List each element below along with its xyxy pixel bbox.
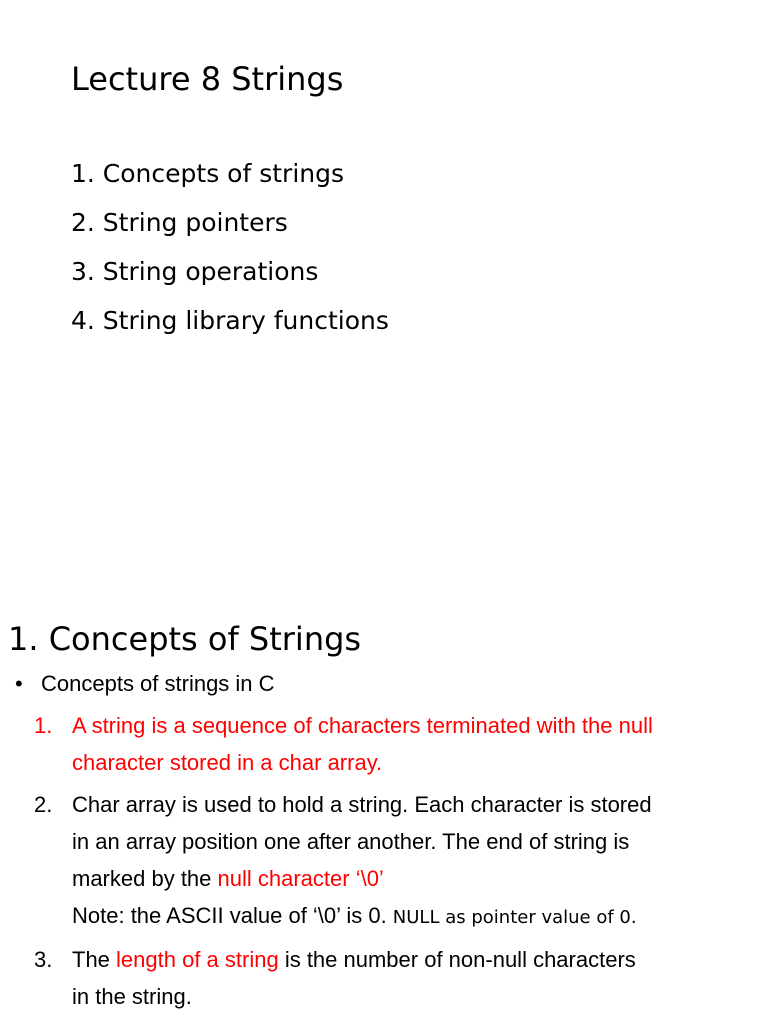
item-text: is the number of non-null characters	[278, 947, 636, 972]
item-line	[72, 860, 758, 897]
lecture-title: Lecture 8 Strings	[71, 60, 344, 98]
item-number: 1.	[34, 713, 53, 738]
item-line: A string is a sequence of characters terminated with the null	[72, 713, 653, 738]
item-line: character stored in a char array.	[72, 750, 383, 775]
section-title: 1. Concepts of Strings	[8, 620, 362, 658]
item-line: in the string.	[72, 984, 192, 1009]
bullet-concepts	[15, 670, 275, 698]
concept-item-length	[34, 941, 758, 1015]
item-number: 3.	[34, 947, 53, 972]
bullet-text: Concepts of strings in C	[41, 671, 275, 696]
item-text: marked by the	[72, 866, 218, 891]
outline-list	[71, 154, 389, 350]
item-line: Char array is used to hold a string. Each character is stored	[72, 792, 652, 817]
item-text: The	[72, 947, 117, 972]
bullet-dot: •	[15, 671, 23, 696]
length-highlight: length of a string	[116, 947, 279, 972]
slide-concepts	[0, 510, 768, 1024]
null-pointer-note: NULL as pointer value of 0.	[392, 907, 637, 928]
concepts-list	[34, 707, 758, 1020]
concept-item-definition	[34, 707, 758, 781]
ascii-note-text: Note: the ASCII value of ‘\0’ is 0.	[72, 903, 393, 928]
ascii-note	[72, 897, 758, 936]
item-line	[72, 941, 758, 978]
outline-item-library: 4. String library functions	[71, 306, 389, 335]
concept-item-char-array	[34, 786, 758, 936]
outline-item-pointers: 2. String pointers	[71, 208, 288, 237]
outline-item-operations: 3. String operations	[71, 257, 319, 286]
slide-lecture-title	[0, 0, 768, 510]
null-character-highlight: null character ‘\0’	[217, 866, 384, 891]
outline-item-concepts: 1. Concepts of strings	[71, 159, 344, 188]
item-number: 2.	[34, 792, 53, 817]
item-line: in an array position one after another. The end of string is	[72, 829, 630, 854]
